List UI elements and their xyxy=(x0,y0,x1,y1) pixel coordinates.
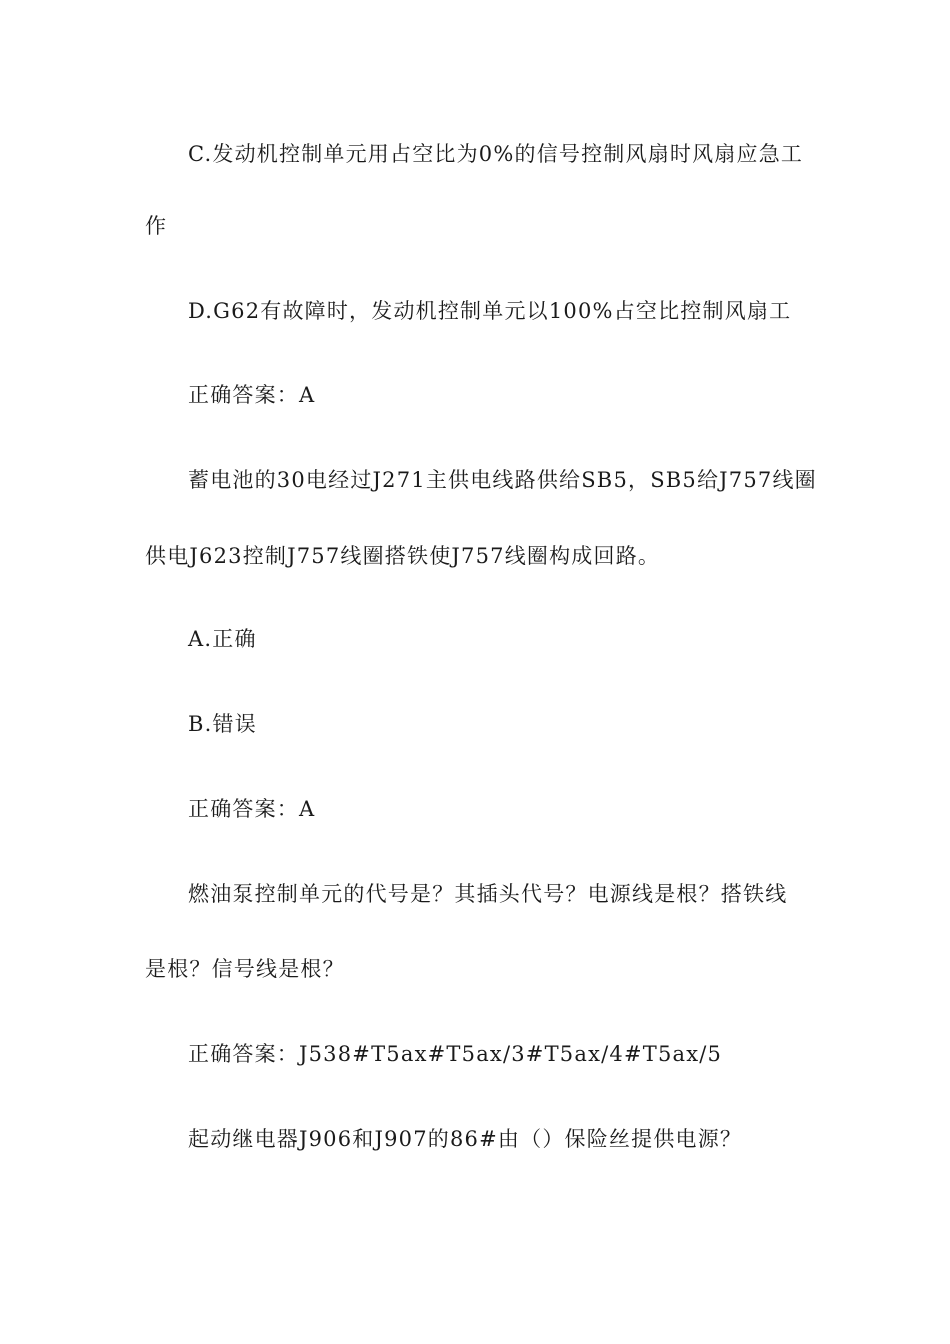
option-b-text: B.错误 xyxy=(188,712,257,736)
answer-line-3: 正确答案：J538#T5ax#T5ax/3#T5ax/4#T5ax/5 xyxy=(188,1042,723,1066)
question-4-text: 起动继电器J906和J907的86#由（）保险丝提供电源？ xyxy=(188,1127,743,1151)
answer-line-2: 正确答案：A xyxy=(188,797,316,821)
question-3-line1: 燃油泵控制单元的代号是？其插头代号？电源线是根？搭铁线 xyxy=(188,882,788,906)
option-c-text-line1: C.发动机控制单元用占空比为0%的信号控制风扇时风扇应急工 xyxy=(188,142,804,166)
option-d-text: D.G62有故障时，发动机控制单元以100%占空比控制风扇工 xyxy=(188,299,792,323)
question-3-line2: 是根？信号线是根？ xyxy=(145,957,345,981)
option-c-text-line2: 作 xyxy=(145,214,168,238)
question-2-line1: 蓄电池的30电经过J271主供电线路供给SB5，SB5给J757线圈 xyxy=(188,468,817,492)
question-2-line2: 供电J623控制J757线圈搭铁使J757线圈构成回路。 xyxy=(145,544,661,568)
option-a-text: A.正确 xyxy=(188,627,257,651)
answer-line-1: 正确答案：A xyxy=(188,383,316,407)
